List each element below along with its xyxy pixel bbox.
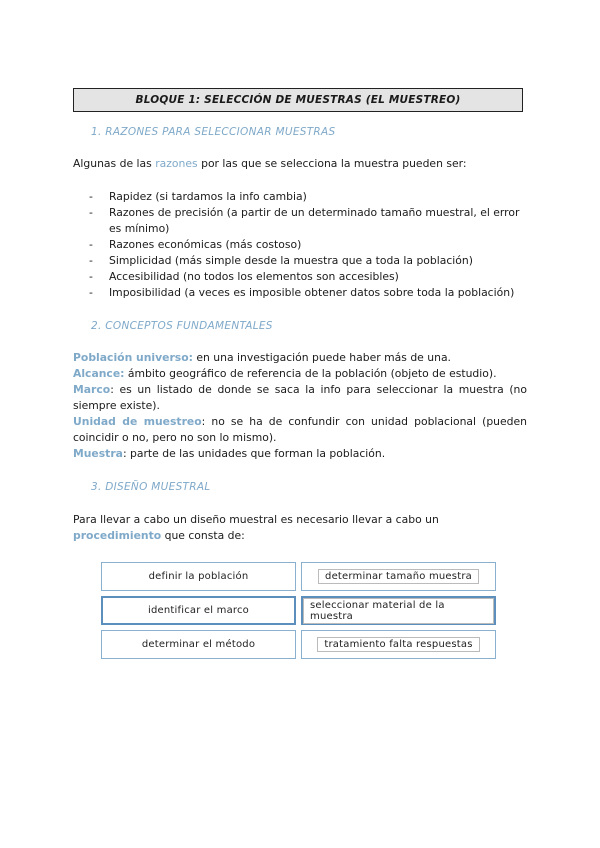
definition-text: : no se ha de confundir con unidad poblacional (pueden coincidir o no, pero no son lo mismo). [73, 415, 527, 444]
definition-marco [73, 382, 527, 414]
section-heading-razones: 1. RAZONES PARA SELECCIONAR MUESTRAS [91, 126, 336, 138]
step-label: seleccionar material de la muestra [303, 598, 494, 624]
step-label: definir la población [148, 571, 249, 582]
step-box [101, 630, 296, 659]
list-item: - Razones de precisión (a partir de un determinado tamaño muestral, el error es mínimo) [89, 205, 529, 237]
list-item: - Simplicidad (más simple desde la muestra que a toda la población) [89, 253, 529, 269]
term: Muestra [73, 447, 123, 460]
keyword-razones: razones [155, 157, 198, 170]
definition-text: : es un listado de donde se saca la info para seleccionar la muestra (no siempre existe). [73, 383, 527, 412]
definition-text: ámbito geográfico de referencia de la población (objeto de estudio). [124, 367, 497, 380]
term: Unidad de muestreo [73, 415, 202, 428]
procedimiento-text [73, 512, 527, 544]
keyword-procedimiento: procedimiento [73, 529, 162, 542]
definition-text: en una investigación puede haber más de una. [192, 351, 451, 364]
intro-text-pre: Algunas de las [73, 157, 156, 170]
step-box [301, 596, 496, 625]
term: Marco [73, 383, 111, 396]
razones-intro [73, 156, 467, 172]
intro-text-post: por las que se selecciona la muestra pueden ser: [197, 157, 467, 170]
step-label: determinar el método [141, 639, 256, 650]
term: Alcance: [73, 367, 125, 380]
page-title: BLOQUE 1: SELECCIÓN DE MUESTRAS (EL MUESTREO) [73, 88, 523, 112]
step-box [301, 630, 496, 659]
list-item: - Razones económicas (más costoso) [89, 237, 529, 253]
step-box [101, 596, 296, 625]
step-label: identificar el marco [147, 605, 250, 616]
term: Población universo: [73, 351, 193, 364]
definition-unidad [73, 414, 527, 446]
section-heading-diseno: 3. DISEÑO MUESTRAL [91, 481, 211, 493]
step-box [301, 562, 496, 591]
definition-text: : parte de las unidades que forman la población. [122, 447, 386, 460]
definition-alcance [73, 366, 527, 382]
definition-muestra [73, 446, 527, 462]
proc-text-post: que consta de: [161, 529, 245, 542]
step-box [101, 562, 296, 591]
definition-poblacion [73, 350, 527, 366]
step-label: determinar tamaño muestra [318, 569, 479, 584]
razones-list [89, 189, 529, 301]
step-label: tratamiento falta respuestas [317, 637, 479, 652]
section-heading-conceptos: 2. CONCEPTOS FUNDAMENTALES [91, 320, 273, 332]
list-item: - Rapidez (si tardamos la info cambia) [89, 189, 529, 205]
list-item: - Imposibilidad (a veces es imposible obtener datos sobre toda la población) [89, 285, 529, 301]
definitions [73, 350, 527, 462]
proc-text-pre: Para llevar a cabo un diseño muestral es necesario llevar a cabo un [73, 513, 439, 526]
list-item: - Accesibilidad (no todos los elementos son accesibles) [89, 269, 529, 285]
